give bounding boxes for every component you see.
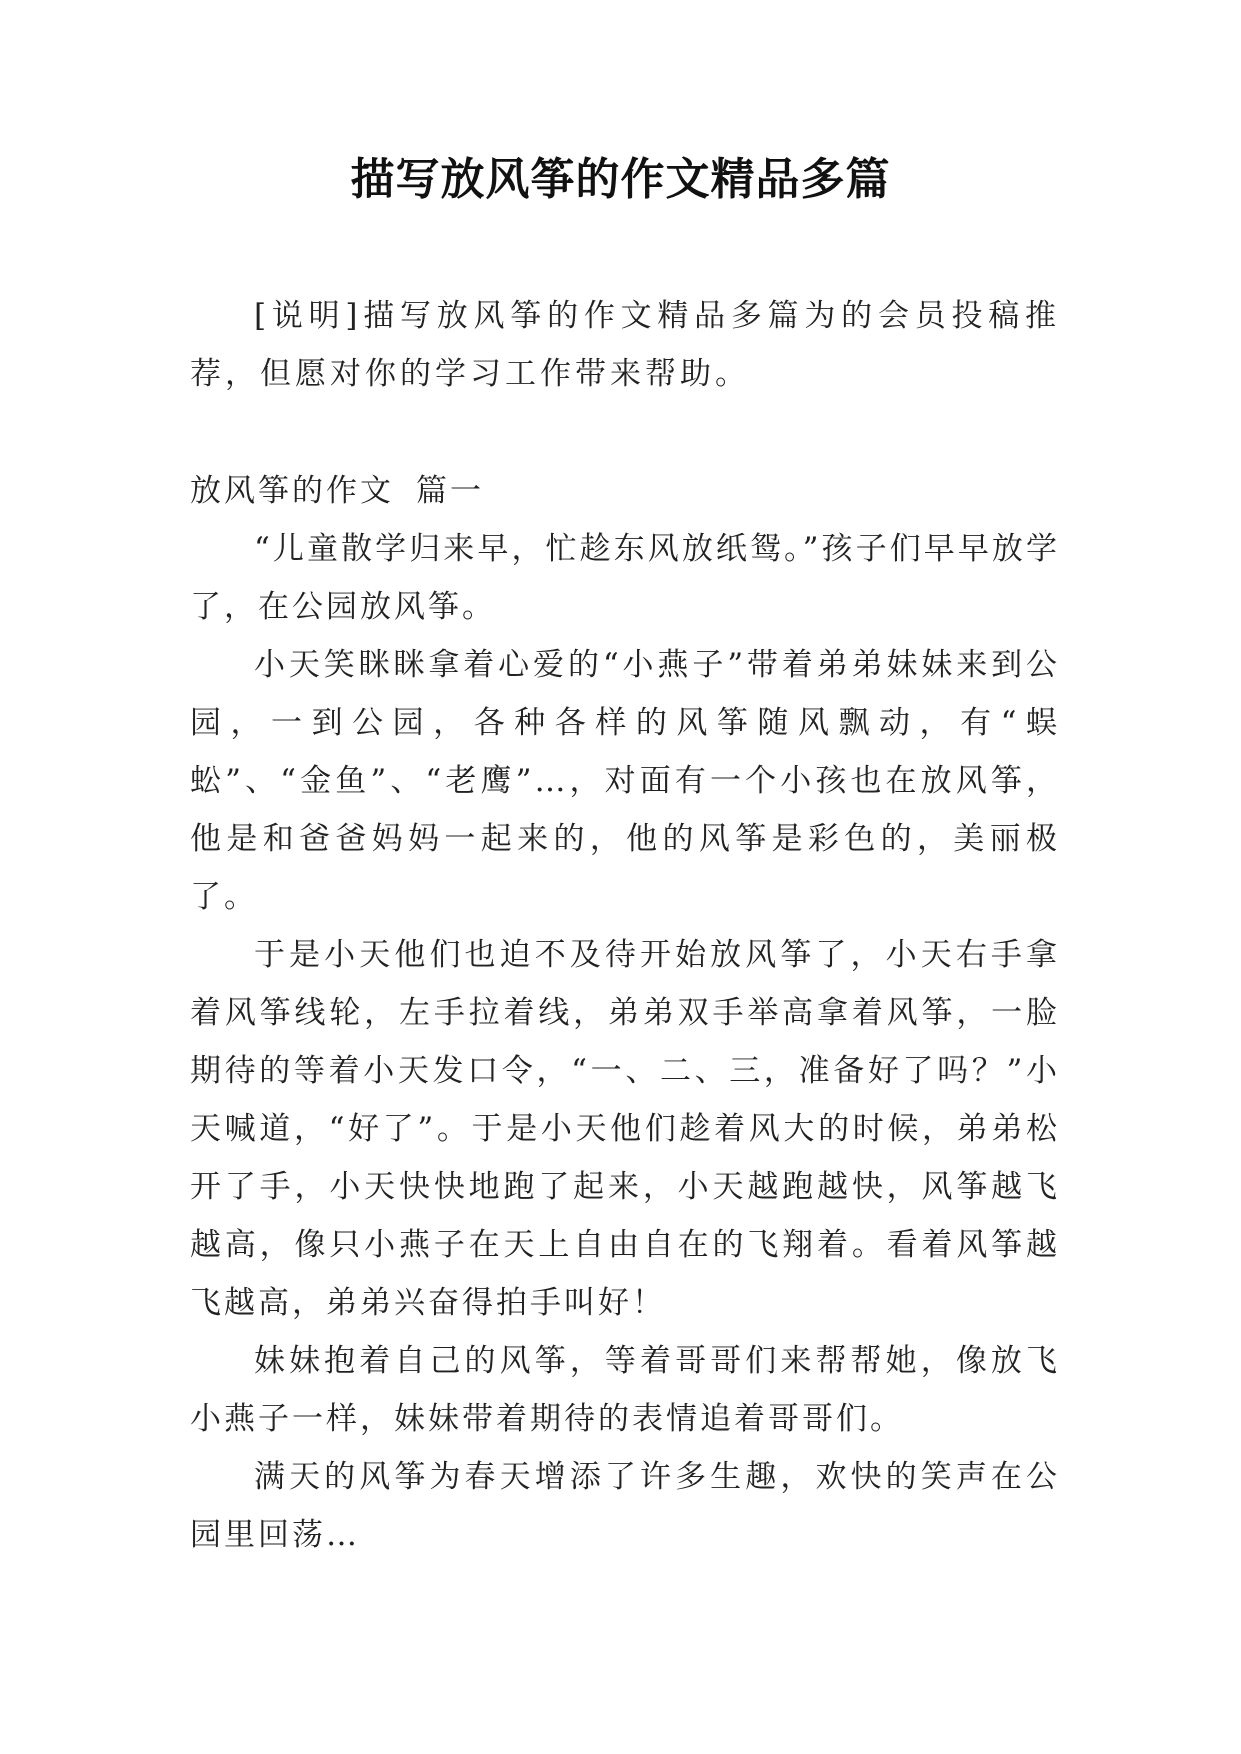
intro-paragraph: [说明]描写放风筝的作文精品多篇为的会员投稿推荐，但愿对你的学习工作带来帮助。 [190, 298, 1060, 392]
essay-paragraph-3: 于是小天他们也迫不及待开始放风筝了，小天右手拿着风筝线轮，左手拉着线，弟弟双手举高拿着风筝，一脸期待的等着小天发口令，“一、二、三，准备好了吗？”小天喊道，“好了”。于是小天他们趁着风大的时候，弟弟松开了手，小天快快地跑了起来，小天越跑越快，风筝越飞越高，像只小燕子在天上自由自在的飞翔着。看着风筝越飞越高，弟弟兴奋得拍手叫好！ [190, 937, 1060, 1321]
essay-paragraph-4: 妹妹抱着自己的风筝，等着哥哥们来帮帮她，像放飞小燕子一样，妹妹带着期待的表情追着哥哥们。 [190, 1343, 1060, 1437]
intro-block [190, 287, 1060, 403]
section-heading-main: 放风筝的作文 [190, 473, 394, 509]
essay-paragraph-5: 满天的风筝为春天增添了许多生趣，欢快的笑声在公园里回荡… [190, 1459, 1060, 1553]
document-title: 描写放风筝的作文精品多篇 [350, 154, 891, 205]
essay-section [190, 462, 1060, 1564]
section-heading-part: 篇一 [416, 473, 484, 509]
section-heading [190, 462, 1060, 520]
essay-paragraph-2: 小天笑眯眯拿着心爱的“小燕子”带着弟弟妹妹来到公园，一到公园，各种各样的风筝随风飘动，有“蜈蚣”、“金鱼”、“老鹰”…，对面有一个小孩也在放风筝，他是和爸爸妈妈一起来的，他的风筝是彩色的，美丽极了。 [190, 647, 1060, 915]
essay-paragraph-1: “儿童散学归来早，忙趁东风放纸鸳。”孩子们早早放学了，在公园放风筝。 [190, 531, 1060, 625]
